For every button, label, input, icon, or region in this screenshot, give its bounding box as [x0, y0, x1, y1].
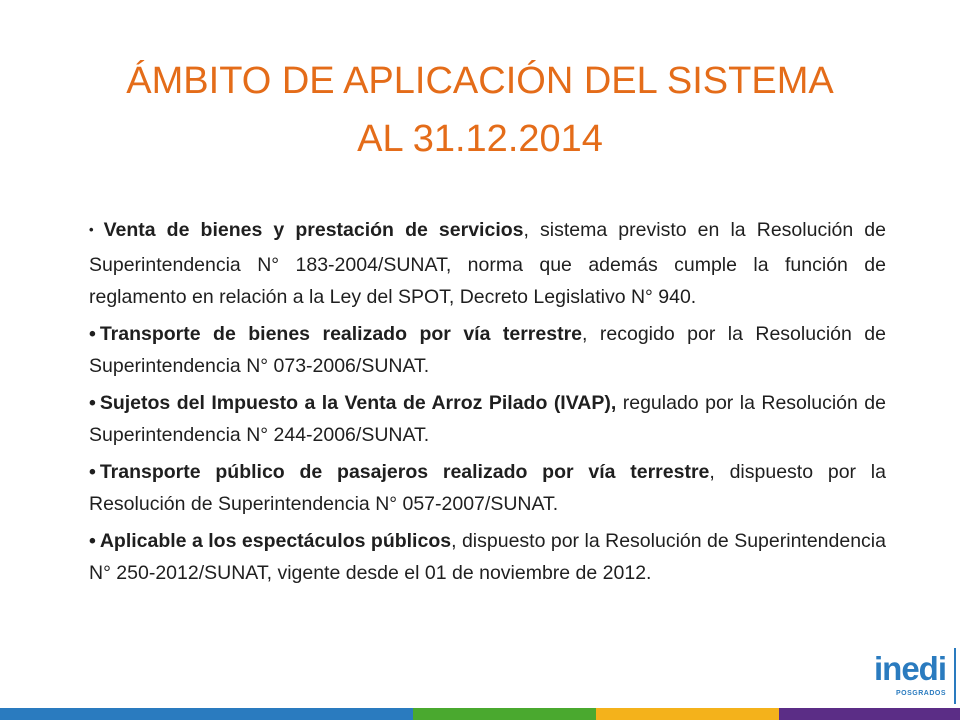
bullet-icon: • [89, 529, 96, 552]
footer-stripe-green [413, 708, 596, 720]
item-bold: Aplicable a los espectáculos públicos [99, 529, 452, 552]
bullet-icon: • [89, 222, 94, 237]
list-item [89, 318, 886, 383]
item-text: , recogido por la Resolución de Superintendencia N° 073-2006/SUNAT. [89, 322, 886, 377]
slide-title [0, 52, 960, 168]
logo-divider [954, 648, 956, 704]
item-bold: Transporte público de pasajeros realizado por vía terrestre [99, 460, 710, 483]
list-item [89, 525, 886, 590]
footer-stripe-yellow [596, 708, 779, 720]
bullet-icon: • [89, 460, 96, 483]
item-text: , dispuesto por la Resolución de Superintendencia N° 250-2012/SUNAT, vigente desde el 01 de noviembre de 2012. [89, 529, 886, 584]
item-bold: Transporte de bienes realizado por vía terrestre [99, 322, 583, 345]
item-text: , dispuesto por la Resolución de Superintendencia N° 057-2007/SUNAT. [89, 460, 886, 515]
bullet-icon: • [89, 322, 96, 345]
bullet-icon: • [89, 391, 96, 414]
item-bold: Sujetos del Impuesto a la Venta de Arroz Pilado (IVAP), [99, 391, 617, 414]
logo-name: inedi [874, 650, 947, 687]
item-bold: Venta de bienes y prestación de servicios [103, 219, 524, 241]
item-text: regulado por la Resolución de Superintendencia N° 244-2006/SUNAT. [89, 391, 886, 446]
footer-stripe-purple [779, 708, 960, 720]
bullet-list [89, 214, 886, 594]
list-item [89, 456, 886, 521]
logo-subtitle: POSGRADOS [896, 690, 947, 697]
list-item [89, 214, 886, 314]
inedi-logo [872, 648, 956, 706]
item-text: , sistema previsto en la Resolución de Superintendencia N° 183-2004/SUNAT, norma que además cumple la función de reglamento en relación a la Ley del SPOT, Decreto Legislativo N° 940. [89, 219, 887, 308]
slide-title-line2: AL 31.12.2014 [357, 118, 603, 160]
list-item [89, 387, 886, 452]
slide-title-line1: ÁMBITO DE APLICACIÓN DEL SISTEMA [126, 60, 834, 102]
footer-stripe-blue [0, 708, 413, 720]
